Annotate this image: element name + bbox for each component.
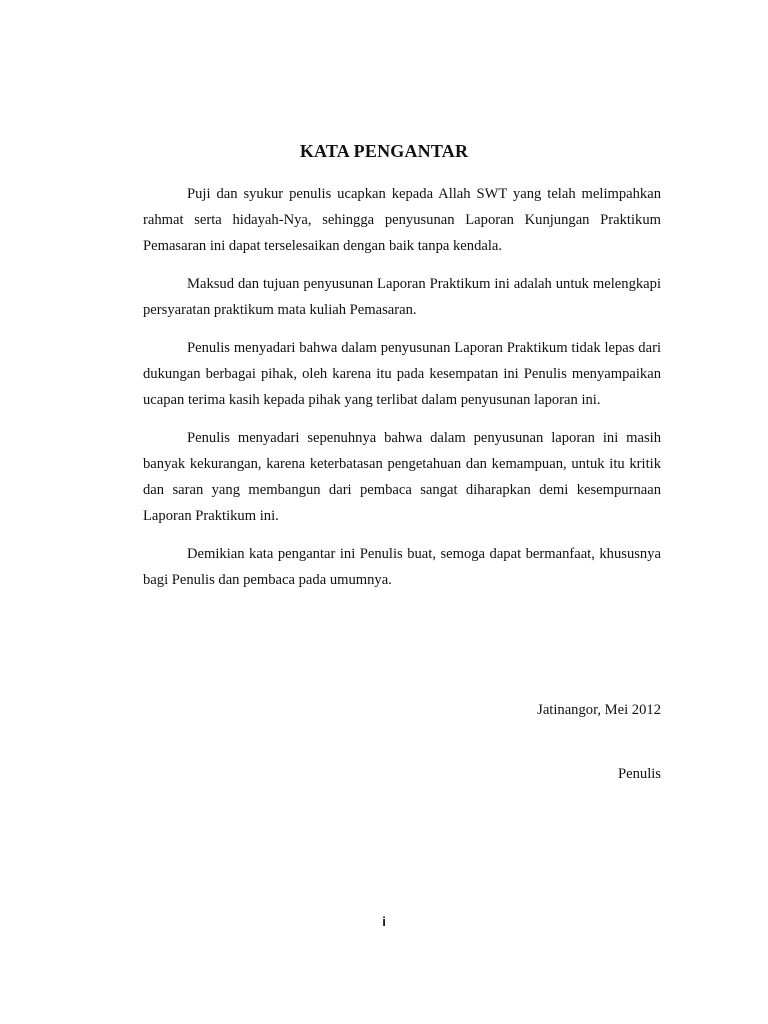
page-number: i <box>382 914 386 929</box>
paragraph-1: Puji dan syukur penulis ucapkan kepada Allah SWT yang telah melimpahkan rahmat serta hidayah-Nya, sehingga penyusunan Laporan Kunjungan Praktikum Pemasaran ini dapat terselesaikan dengan baik tanpa kendala. <box>143 186 661 254</box>
page-title: KATA PENGANTAR <box>299 141 469 161</box>
paragraph-2: Maksud dan tujuan penyusunan Laporan Praktikum ini adalah untuk melengkapi persyaratan praktikum mata kuliah Pemasaran. <box>143 276 661 318</box>
paragraph-4: Penulis menyadari sepenuhnya bahwa dalam penyusunan laporan ini masih banyak kekurangan, karena keterbatasan pengetahuan dan kemampuan, untuk itu kritik dan saran yang membangun dari pembaca sangat diharapkan demi kesempurnaan Laporan Praktikum ini. <box>143 430 661 524</box>
body-text <box>143 181 661 605</box>
paragraph-3: Penulis menyadari bahwa dalam penyusunan Laporan Praktikum tidak lepas dari dukungan berbagai pihak, oleh karena itu pada kesempatan ini Penulis menyampaikan ucapan terima kasih kepada pihak yang terlibat dalam penyusunan laporan ini. <box>143 340 661 408</box>
paragraph-5: Demikian kata pengantar ini Penulis buat, semoga dapat bermanfaat, khususnya bagi Penulis dan pembaca pada umumnya. <box>143 546 661 588</box>
place-date: Jatinangor, Mei 2012 <box>537 702 661 718</box>
signature: Penulis <box>618 766 661 782</box>
